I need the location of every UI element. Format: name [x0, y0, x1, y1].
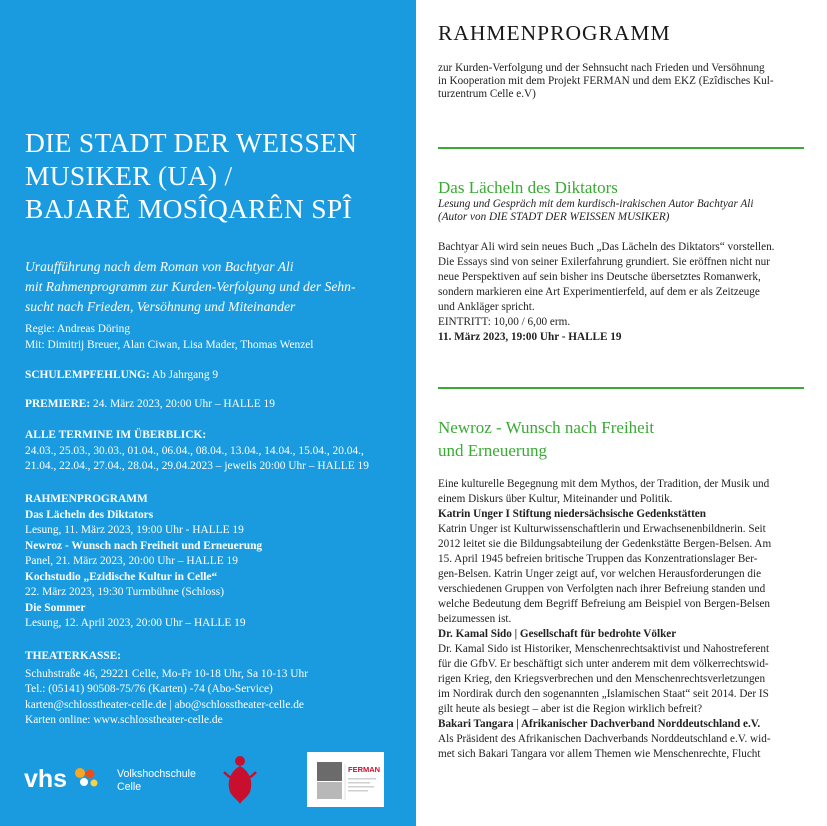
event-description	[438, 240, 806, 345]
side-event-title: Die Sommer	[25, 601, 86, 614]
side-event-title: Kochstudio „Ezidische Kultur in Celle“	[25, 570, 218, 583]
intro-line: turzentrum Celle e.V)	[438, 88, 536, 100]
event-date: 11. März 2023, 19:00 Uhr - HALLE 19	[438, 331, 622, 343]
all-dates	[25, 428, 405, 475]
play-title-line: MUSIKER (UA) /	[25, 160, 233, 191]
body-line: met sich Bakari Tangara vor allem Themen wie Menschenrechte, Flucht	[438, 748, 761, 760]
speaker-heading: Dr. Kamal Sido | Gesellschaft für bedrohte Völker	[438, 628, 677, 640]
premiere	[25, 397, 405, 413]
ferman-logo	[307, 752, 384, 807]
subtitle-line: Lesung und Gespräch mit dem kurdisch-irakischen Autor Bachtyar Ali	[438, 198, 754, 210]
intro-line: in Kooperation mit dem Projekt FERMAN und dem EKZ (Ezîdisches Kul-	[438, 75, 774, 87]
body-line: sondern markieren eine Art Experimentierfeld, auf dem er als Zeitzeuge	[438, 286, 760, 298]
side-event-detail: Lesung, 11. März 2023, 19:00 Uhr - HALLE 19	[25, 524, 244, 536]
school-value: Ab Jahrgang 9	[149, 369, 219, 381]
side-event-detail: Lesung, 12. April 2023, 20:00 Uhr – HALLE 19	[25, 617, 246, 629]
play-title-line: DIE STADT DER WEISSEN	[25, 127, 358, 158]
box-office	[25, 649, 405, 729]
side-program	[25, 492, 405, 632]
body-line: Eine kulturelle Begegnung mit dem Mythos, der Tradition, der Musik und	[438, 478, 770, 490]
play-title	[25, 126, 410, 225]
women-for-justice-emblem	[216, 752, 264, 808]
event-description	[438, 477, 806, 762]
body-line: Als Präsident des Afrikanischen Dachverbands Norddeutschland e.V. wid-	[438, 733, 771, 745]
body-line: 2012 leitet sie die Bildungsabteilung der Gedenkstätte Bergen-Belsen. Am	[438, 538, 772, 550]
vhs-logo	[24, 764, 104, 799]
intro-line: Uraufführung nach dem Roman von Bachtyar Ali	[25, 259, 294, 274]
premiere-label: PREMIERE:	[25, 398, 91, 410]
dates-line: 21.04., 22.04., 27.04., 28.04., 29.04.2023 – jeweils 20:00 Uhr – HALLE 19	[25, 460, 369, 472]
credits	[25, 322, 405, 353]
body-line: verschiedenen Gruppen von Verfolgten nach ihrer Befreiung standen und	[438, 583, 766, 595]
body-line: im Nordirak durch den sogenannten „Islamischen Staat“ seit 2014. Der IS	[438, 688, 769, 700]
event-subtitle	[438, 198, 754, 224]
box-office-label: THEATERKASSE:	[25, 650, 122, 662]
event-title-line: und Erneuerung	[438, 441, 548, 460]
side-program-heading: RAHMENPROGRAMM	[438, 21, 671, 45]
speaker-heading: Bakari Tangara | Afrikanischer Dachverband Norddeutschland e.V.	[438, 718, 761, 730]
dates-label: ALLE TERMINE IM ÜBERBLICK:	[25, 429, 207, 441]
body-line: Katrin Unger ist Kulturwissenschaftlerin und Erwachsenenbildnerin. Seit	[438, 523, 766, 535]
intro-line: mit Rahmenprogramm zur Kurden-Verfolgung und der Sehn-	[25, 279, 356, 294]
regie-line: Regie: Andreas Döring	[25, 323, 131, 335]
body-line: beizumessen ist.	[438, 613, 512, 625]
vhs-city-line: Celle	[117, 781, 142, 793]
box-office-website[interactable]: Karten online: www.schlosstheater-celle.de	[25, 714, 223, 726]
school-recommendation	[25, 368, 405, 384]
speaker-heading: Katrin Unger I Stiftung niedersächsische Gedenkstätten	[438, 508, 706, 520]
premiere-value: 24. März 2023, 20:00 Uhr – HALLE 19	[90, 398, 275, 410]
svg-text:FERMAN: FERMAN	[348, 765, 381, 774]
body-line: Dr. Kamal Sido ist Historiker, Menschenrechtsaktivist und Nahostreferent	[438, 643, 770, 655]
side-event-title: Das Lächeln des Diktators	[25, 508, 154, 521]
body-line: für die GfbV. Er beschäftigt sich unter anderem mit dem völkerrechtswid-	[438, 658, 769, 670]
school-label: SCHULEMPFEHLUNG:	[25, 369, 150, 381]
dates-line: 24.03., 25.03., 30.03., 01.04., 06.04., 08.04., 13.04., 14.04., 15.04., 20.04.,	[25, 444, 364, 457]
divider	[438, 387, 804, 389]
vhs-logo-text	[117, 768, 196, 794]
side-program-intro	[438, 62, 810, 101]
women-for-justice-logo	[216, 752, 264, 813]
body-line: gen-Belsen. Katrin Unger zeigt auf, vor welchen Herausforderungen die	[438, 568, 762, 580]
divider	[438, 147, 804, 149]
event-title: Das Lächeln des Diktators	[438, 178, 618, 197]
intro-line: sucht nach Frieden, Versöhnung und Miteinander	[25, 299, 296, 314]
vhs-name-line: Volkshochschule	[117, 768, 196, 780]
event-title	[438, 416, 654, 462]
side-event-detail: 22. März 2023, 19:30 Turmbühne (Schloss)	[25, 586, 225, 598]
admission-line: EINTRITT: 10,00 / 6,00 erm.	[438, 316, 571, 328]
body-line: 15. April 1945 befreien britische Truppen das Konzentrationslager Ber-	[438, 553, 758, 565]
side-event-title: Newroz - Wunsch nach Freiheit und Erneuerung	[25, 539, 263, 552]
subtitle-line: (Autor von DIE STADT DER WEISSEN MUSIKER)	[438, 211, 670, 223]
body-line: rigen Krieg, den Kriegsverbrechen und den Menschenrechtsverletzungen	[438, 673, 766, 685]
box-office-phone: Tel.: (05141) 90508-75/76 (Karten) -74 (Abo-Service)	[25, 683, 273, 695]
box-office-address: Schuhstraße 46, 29221 Celle, Mo-Fr 10-18 Uhr, Sa 10-13 Uhr	[25, 667, 309, 680]
body-line: neue Perspektiven auf sein bisher ins Deutsche übersetztes Romanwerk,	[438, 271, 761, 283]
cast-line: Mit: Dimitrij Breuer, Alan Ciwan, Lisa Mader, Thomas Wenzel	[25, 338, 314, 351]
play-intro	[25, 257, 397, 317]
svg-text:vhs: vhs	[24, 765, 68, 793]
play-title-line: BAJARÊ MOSÎQARÊN SPÎ	[25, 193, 352, 224]
vhs-logo-mark	[24, 764, 104, 794]
body-line: gilt heute als besiegt – aber ist die Region wirklich befreit?	[438, 703, 703, 715]
body-line: Bachtyar Ali wird sein neues Buch „Das Lächeln des Diktators“ vorstellen.	[438, 241, 775, 253]
event-title-line: Newroz - Wunsch nach Freiheit	[438, 418, 655, 437]
body-line: und Ankläger spricht.	[438, 301, 535, 313]
intro-line: zur Kurden-Verfolgung und der Sehnsucht nach Frieden und Versöhnung	[438, 62, 765, 74]
body-line: einem Diskurs über Kultur, Miteinander und Politik.	[438, 493, 673, 505]
side-program-label: RAHMENPROGRAMM	[25, 493, 148, 505]
body-line: welche Bedeutung dem Begriff Befreiung am Beispiel von Bergen-Belsen	[438, 598, 771, 610]
body-line: Die Essays sind von seiner Exilerfahrung grundiert. Sie eröffnen nicht nur	[438, 256, 770, 268]
right-panel	[416, 0, 827, 826]
box-office-email[interactable]: karten@schlosstheater-celle.de | abo@schlosstheater-celle.de	[25, 698, 304, 711]
side-event-detail: Panel, 21. März 2023, 20:00 Uhr – HALLE 19	[25, 555, 238, 567]
ferman-logo-mark	[307, 752, 384, 807]
